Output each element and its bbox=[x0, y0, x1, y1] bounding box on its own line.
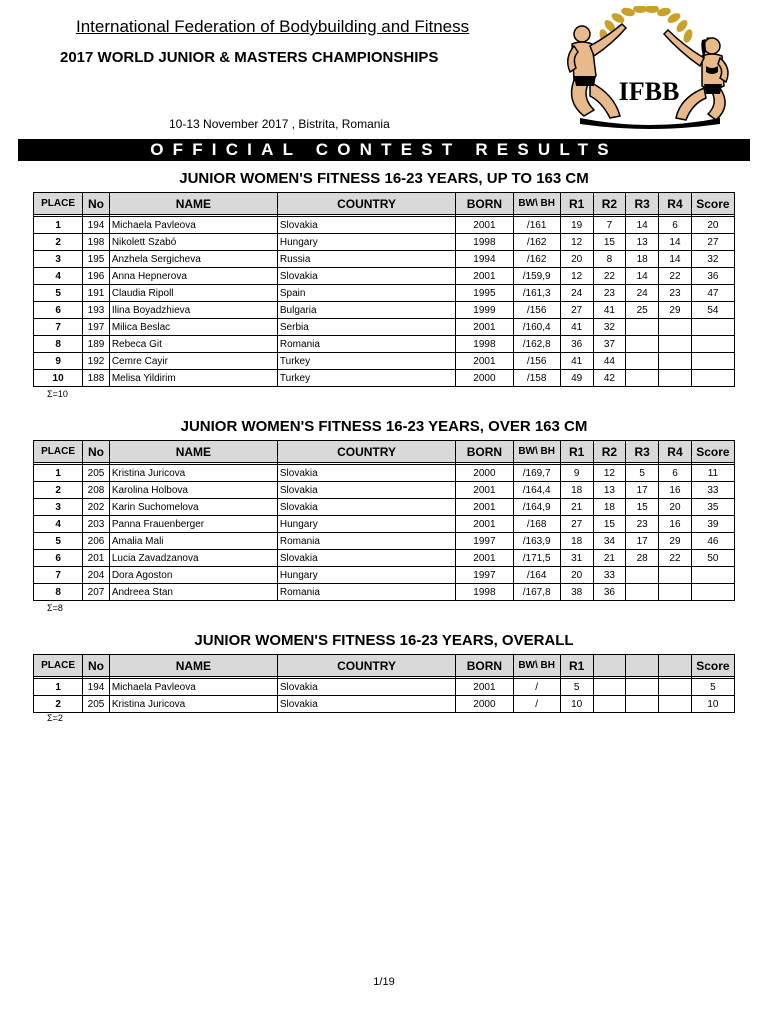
cell-r2: 8 bbox=[593, 251, 626, 268]
cell-place: 8 bbox=[34, 584, 83, 601]
cell-score: 35 bbox=[691, 499, 734, 516]
cell-r1: 20 bbox=[560, 251, 593, 268]
cell-r1: 27 bbox=[560, 516, 593, 533]
cell-country: Slovakia bbox=[277, 482, 455, 499]
cell-country: Bulgaria bbox=[277, 302, 455, 319]
column-header-no: No bbox=[83, 655, 110, 677]
cell-place: 6 bbox=[34, 302, 83, 319]
cell-no: 191 bbox=[83, 285, 110, 302]
cell-r1: 24 bbox=[560, 285, 593, 302]
cell-born: 2000 bbox=[456, 465, 513, 482]
cell-r3: 24 bbox=[626, 285, 659, 302]
cell-born: 2000 bbox=[456, 370, 513, 387]
column-header-born: BORN bbox=[456, 441, 513, 463]
cell-place: 7 bbox=[34, 567, 83, 584]
cell-place: 9 bbox=[34, 353, 83, 370]
cell-born: 2000 bbox=[456, 696, 513, 713]
championship-title: 2017 WORLD JUNIOR & MASTERS CHAMPIONSHIPS bbox=[60, 49, 439, 66]
results-table-overall bbox=[33, 654, 735, 713]
cell-r1: 18 bbox=[560, 533, 593, 550]
table-row bbox=[34, 465, 735, 482]
cell-no: 193 bbox=[83, 302, 110, 319]
cell-score: 10 bbox=[691, 696, 734, 713]
column-header-name: NAME bbox=[109, 193, 277, 215]
cell-r3: 17 bbox=[626, 482, 659, 499]
cell-score: 32 bbox=[691, 251, 734, 268]
cell-place: 4 bbox=[34, 516, 83, 533]
table-row bbox=[34, 353, 735, 370]
cell-r3: 18 bbox=[626, 251, 659, 268]
cell-no: 205 bbox=[83, 465, 110, 482]
cell-r2: 13 bbox=[593, 482, 626, 499]
cell-r4: 29 bbox=[659, 533, 692, 550]
cell-bwbh: /159,9 bbox=[513, 268, 560, 285]
cell-r4: 6 bbox=[659, 465, 692, 482]
cell-r4 bbox=[659, 567, 692, 584]
table-row bbox=[34, 696, 735, 713]
cell-r4 bbox=[659, 319, 692, 336]
cell-country: Spain bbox=[277, 285, 455, 302]
table-row bbox=[34, 370, 735, 387]
cell-r4: 23 bbox=[659, 285, 692, 302]
cell-born: 1999 bbox=[456, 302, 513, 319]
table-row bbox=[34, 482, 735, 499]
cell-place: 3 bbox=[34, 499, 83, 516]
cell-no: 198 bbox=[83, 234, 110, 251]
cell-bwbh: /164,4 bbox=[513, 482, 560, 499]
cell-born: 1995 bbox=[456, 285, 513, 302]
cell-r3: 25 bbox=[626, 302, 659, 319]
cell-r1: 49 bbox=[560, 370, 593, 387]
cell-r3 bbox=[626, 353, 659, 370]
cell-r4: 14 bbox=[659, 251, 692, 268]
cell-bwbh: /163,9 bbox=[513, 533, 560, 550]
cell-country: Slovakia bbox=[277, 268, 455, 285]
table-row bbox=[34, 567, 735, 584]
column-header-no: No bbox=[83, 193, 110, 215]
cell-no: 203 bbox=[83, 516, 110, 533]
cell-place: 2 bbox=[34, 234, 83, 251]
cell-place: 1 bbox=[34, 679, 83, 696]
cell-r1: 19 bbox=[560, 217, 593, 234]
cell-score bbox=[691, 567, 734, 584]
cell-no: 197 bbox=[83, 319, 110, 336]
cell-score: 39 bbox=[691, 516, 734, 533]
cell-country: Romania bbox=[277, 533, 455, 550]
cell-born: 1997 bbox=[456, 567, 513, 584]
column-header-no: No bbox=[83, 441, 110, 463]
cell-name: Melisa Yildirim bbox=[109, 370, 277, 387]
cell-no: 196 bbox=[83, 268, 110, 285]
cell-bwbh: /162,8 bbox=[513, 336, 560, 353]
cell-bwbh: /168 bbox=[513, 516, 560, 533]
table-row bbox=[34, 336, 735, 353]
table-row bbox=[34, 234, 735, 251]
cell-r4: 22 bbox=[659, 268, 692, 285]
column-header-place: PLACE bbox=[34, 441, 83, 463]
ifbb-logo-icon bbox=[560, 6, 740, 134]
cell-r4 bbox=[659, 679, 692, 696]
cell-r2: 42 bbox=[593, 370, 626, 387]
cell-bwbh: /160,4 bbox=[513, 319, 560, 336]
cell-country: Hungary bbox=[277, 516, 455, 533]
cell-bwbh: /162 bbox=[513, 251, 560, 268]
cell-born: 2001 bbox=[456, 679, 513, 696]
section-count: Σ=10 bbox=[47, 389, 68, 399]
cell-country: Turkey bbox=[277, 353, 455, 370]
cell-score bbox=[691, 370, 734, 387]
cell-born: 1998 bbox=[456, 336, 513, 353]
cell-country: Romania bbox=[277, 336, 455, 353]
cell-bwbh: /158 bbox=[513, 370, 560, 387]
column-header-country: COUNTRY bbox=[277, 441, 455, 463]
cell-r3: 14 bbox=[626, 268, 659, 285]
cell-no: 204 bbox=[83, 567, 110, 584]
federation-name: International Federation of Bodybuilding and Fitness bbox=[76, 17, 470, 36]
table-row bbox=[34, 516, 735, 533]
cell-r4: 16 bbox=[659, 482, 692, 499]
cell-born: 1997 bbox=[456, 533, 513, 550]
cell-r3: 15 bbox=[626, 499, 659, 516]
cell-country: Russia bbox=[277, 251, 455, 268]
cell-country: Slovakia bbox=[277, 499, 455, 516]
column-header-place: PLACE bbox=[34, 655, 83, 677]
cell-name: Michaela Pavleova bbox=[109, 217, 277, 234]
cell-born: 2001 bbox=[456, 319, 513, 336]
cell-r1: 9 bbox=[560, 465, 593, 482]
cell-born: 1998 bbox=[456, 234, 513, 251]
column-header-country: COUNTRY bbox=[277, 193, 455, 215]
cell-country: Slovakia bbox=[277, 465, 455, 482]
cell-country: Turkey bbox=[277, 370, 455, 387]
column-header-r3 bbox=[626, 655, 659, 677]
column-header-r2 bbox=[593, 655, 626, 677]
table-row bbox=[34, 584, 735, 601]
column-header-score: Score bbox=[691, 655, 734, 677]
cell-place: 6 bbox=[34, 550, 83, 567]
cell-r4: 22 bbox=[659, 550, 692, 567]
cell-r2: 37 bbox=[593, 336, 626, 353]
cell-name: Milica Beslac bbox=[109, 319, 277, 336]
cell-r3: 13 bbox=[626, 234, 659, 251]
table-row bbox=[34, 319, 735, 336]
column-header-r4 bbox=[659, 655, 692, 677]
cell-r2: 21 bbox=[593, 550, 626, 567]
cell-no: 206 bbox=[83, 533, 110, 550]
cell-r3 bbox=[626, 584, 659, 601]
column-header-r1: R1 bbox=[560, 655, 593, 677]
cell-r3: 23 bbox=[626, 516, 659, 533]
column-header-name: NAME bbox=[109, 655, 277, 677]
cell-bwbh: /161,3 bbox=[513, 285, 560, 302]
cell-born: 2001 bbox=[456, 550, 513, 567]
cell-r4 bbox=[659, 353, 692, 370]
cell-r3: 14 bbox=[626, 217, 659, 234]
cell-r2: 41 bbox=[593, 302, 626, 319]
cell-country: Serbia bbox=[277, 319, 455, 336]
cell-r1: 5 bbox=[560, 679, 593, 696]
cell-bwbh: / bbox=[513, 679, 560, 696]
cell-r4: 14 bbox=[659, 234, 692, 251]
cell-r4: 20 bbox=[659, 499, 692, 516]
section-count: Σ=8 bbox=[47, 603, 63, 613]
cell-no: 201 bbox=[83, 550, 110, 567]
cell-country: Hungary bbox=[277, 234, 455, 251]
cell-name: Nikolett Szabó bbox=[109, 234, 277, 251]
cell-r2: 15 bbox=[593, 234, 626, 251]
cell-name: Kristina Juricova bbox=[109, 465, 277, 482]
cell-place: 1 bbox=[34, 217, 83, 234]
cell-born: 1998 bbox=[456, 584, 513, 601]
column-header-score: Score bbox=[691, 441, 734, 463]
cell-bwbh: /164,9 bbox=[513, 499, 560, 516]
cell-r2: 36 bbox=[593, 584, 626, 601]
logo-text: IFBB bbox=[618, 77, 680, 106]
cell-country: Romania bbox=[277, 584, 455, 601]
cell-r2: 7 bbox=[593, 217, 626, 234]
official-results-banner: OFFICIAL CONTEST RESULTS bbox=[18, 139, 750, 161]
cell-place: 3 bbox=[34, 251, 83, 268]
cell-r1: 31 bbox=[560, 550, 593, 567]
cell-r1: 12 bbox=[560, 234, 593, 251]
cell-r2: 18 bbox=[593, 499, 626, 516]
cell-r4: 6 bbox=[659, 217, 692, 234]
cell-born: 1994 bbox=[456, 251, 513, 268]
cell-place: 1 bbox=[34, 465, 83, 482]
cell-r1: 41 bbox=[560, 319, 593, 336]
cell-r3: 5 bbox=[626, 465, 659, 482]
cell-name: Michaela Pavleova bbox=[109, 679, 277, 696]
cell-r1: 27 bbox=[560, 302, 593, 319]
column-header-r1: R1 bbox=[560, 193, 593, 215]
column-header-r2: R2 bbox=[593, 441, 626, 463]
cell-name: Cemre Cayir bbox=[109, 353, 277, 370]
cell-place: 5 bbox=[34, 285, 83, 302]
cell-r1: 10 bbox=[560, 696, 593, 713]
cell-r1: 38 bbox=[560, 584, 593, 601]
cell-score: 47 bbox=[691, 285, 734, 302]
section-title-overall: JUNIOR WOMEN'S FITNESS 16-23 YEARS, OVERALL bbox=[194, 632, 574, 649]
cell-r3 bbox=[626, 679, 659, 696]
cell-born: 2001 bbox=[456, 217, 513, 234]
cell-name: Claudia Ripoll bbox=[109, 285, 277, 302]
table-row bbox=[34, 285, 735, 302]
cell-r4: 29 bbox=[659, 302, 692, 319]
cell-score: 36 bbox=[691, 268, 734, 285]
column-header-born: BORN bbox=[456, 655, 513, 677]
cell-no: 192 bbox=[83, 353, 110, 370]
cell-r2 bbox=[593, 679, 626, 696]
cell-bwbh: /167,8 bbox=[513, 584, 560, 601]
cell-country: Slovakia bbox=[277, 550, 455, 567]
cell-score bbox=[691, 319, 734, 336]
cell-no: 195 bbox=[83, 251, 110, 268]
table-row bbox=[34, 499, 735, 516]
cell-r1: 21 bbox=[560, 499, 593, 516]
cell-place: 7 bbox=[34, 319, 83, 336]
cell-r2: 23 bbox=[593, 285, 626, 302]
cell-born: 2001 bbox=[456, 482, 513, 499]
column-header-r4: R4 bbox=[659, 441, 692, 463]
cell-born: 2001 bbox=[456, 268, 513, 285]
cell-born: 2001 bbox=[456, 353, 513, 370]
cell-bwbh: /156 bbox=[513, 302, 560, 319]
cell-no: 194 bbox=[83, 679, 110, 696]
cell-place: 10 bbox=[34, 370, 83, 387]
cell-no: 207 bbox=[83, 584, 110, 601]
cell-place: 2 bbox=[34, 696, 83, 713]
header-row bbox=[34, 655, 735, 677]
section-title-over-163: JUNIOR WOMEN'S FITNESS 16-23 YEARS, OVER 163 CM bbox=[180, 418, 588, 435]
column-header-country: COUNTRY bbox=[277, 655, 455, 677]
cell-score bbox=[691, 584, 734, 601]
cell-score: 27 bbox=[691, 234, 734, 251]
cell-no: 189 bbox=[83, 336, 110, 353]
results-table-over-163 bbox=[33, 440, 735, 601]
column-header-bwbh: BW\ BH bbox=[513, 441, 560, 463]
cell-no: 202 bbox=[83, 499, 110, 516]
cell-bwbh: / bbox=[513, 696, 560, 713]
column-header-place: PLACE bbox=[34, 193, 83, 215]
table-row bbox=[34, 679, 735, 696]
cell-score: 54 bbox=[691, 302, 734, 319]
cell-bwbh: /161 bbox=[513, 217, 560, 234]
cell-r2: 22 bbox=[593, 268, 626, 285]
page-number: 1/19 bbox=[373, 976, 395, 988]
column-header-bwbh: BW\ BH bbox=[513, 655, 560, 677]
table-row bbox=[34, 217, 735, 234]
cell-no: 194 bbox=[83, 217, 110, 234]
cell-no: 208 bbox=[83, 482, 110, 499]
cell-r3: 17 bbox=[626, 533, 659, 550]
cell-r3 bbox=[626, 696, 659, 713]
table-row bbox=[34, 302, 735, 319]
cell-bwbh: /164 bbox=[513, 567, 560, 584]
cell-place: 5 bbox=[34, 533, 83, 550]
event-dates: 10-13 November 2017 , Bistrita, Romania bbox=[169, 117, 390, 131]
cell-score: 46 bbox=[691, 533, 734, 550]
cell-r3 bbox=[626, 319, 659, 336]
cell-name: Ilina Boyadzhieva bbox=[109, 302, 277, 319]
cell-name: Panna Frauenberger bbox=[109, 516, 277, 533]
results-table-up-to-163 bbox=[33, 192, 735, 387]
cell-name: Dora Agoston bbox=[109, 567, 277, 584]
cell-name: Kristina Juricova bbox=[109, 696, 277, 713]
header-row bbox=[34, 193, 735, 215]
cell-bwbh: /162 bbox=[513, 234, 560, 251]
cell-r3 bbox=[626, 567, 659, 584]
column-header-r1: R1 bbox=[560, 441, 593, 463]
column-header-r2: R2 bbox=[593, 193, 626, 215]
cell-r1: 41 bbox=[560, 353, 593, 370]
cell-score bbox=[691, 353, 734, 370]
cell-r2: 32 bbox=[593, 319, 626, 336]
table-row bbox=[34, 268, 735, 285]
section-title-up-to-163: JUNIOR WOMEN'S FITNESS 16-23 YEARS, UP TO 163 CM bbox=[179, 170, 589, 187]
table-row bbox=[34, 533, 735, 550]
table-row bbox=[34, 251, 735, 268]
cell-country: Slovakia bbox=[277, 696, 455, 713]
cell-r1: 18 bbox=[560, 482, 593, 499]
column-header-born: BORN bbox=[456, 193, 513, 215]
cell-bwbh: /156 bbox=[513, 353, 560, 370]
cell-r1: 36 bbox=[560, 336, 593, 353]
cell-score: 50 bbox=[691, 550, 734, 567]
cell-no: 205 bbox=[83, 696, 110, 713]
cell-r2: 12 bbox=[593, 465, 626, 482]
cell-r2: 33 bbox=[593, 567, 626, 584]
cell-name: Andreea Stan bbox=[109, 584, 277, 601]
cell-place: 2 bbox=[34, 482, 83, 499]
cell-r3 bbox=[626, 370, 659, 387]
cell-r4 bbox=[659, 370, 692, 387]
cell-country: Hungary bbox=[277, 567, 455, 584]
cell-name: Rebeca Git bbox=[109, 336, 277, 353]
cell-born: 2001 bbox=[456, 499, 513, 516]
cell-r4 bbox=[659, 584, 692, 601]
cell-country: Slovakia bbox=[277, 679, 455, 696]
header-row bbox=[34, 441, 735, 463]
cell-score: 11 bbox=[691, 465, 734, 482]
cell-place: 8 bbox=[34, 336, 83, 353]
cell-name: Lucia Zavadzanova bbox=[109, 550, 277, 567]
cell-r3 bbox=[626, 336, 659, 353]
column-header-bwbh: BW\ BH bbox=[513, 193, 560, 215]
cell-born: 2001 bbox=[456, 516, 513, 533]
cell-r2 bbox=[593, 696, 626, 713]
cell-score: 20 bbox=[691, 217, 734, 234]
cell-r2: 44 bbox=[593, 353, 626, 370]
cell-name: Karin Suchomelova bbox=[109, 499, 277, 516]
cell-r4 bbox=[659, 696, 692, 713]
cell-r4 bbox=[659, 336, 692, 353]
cell-r2: 34 bbox=[593, 533, 626, 550]
cell-bwbh: /171,5 bbox=[513, 550, 560, 567]
cell-country: Slovakia bbox=[277, 217, 455, 234]
cell-name: Karolina Holbova bbox=[109, 482, 277, 499]
cell-r3: 28 bbox=[626, 550, 659, 567]
cell-score: 5 bbox=[691, 679, 734, 696]
cell-no: 188 bbox=[83, 370, 110, 387]
cell-score: 33 bbox=[691, 482, 734, 499]
table-row bbox=[34, 550, 735, 567]
cell-bwbh: /169,7 bbox=[513, 465, 560, 482]
cell-place: 4 bbox=[34, 268, 83, 285]
cell-r1: 12 bbox=[560, 268, 593, 285]
column-header-r4: R4 bbox=[659, 193, 692, 215]
column-header-r3: R3 bbox=[626, 441, 659, 463]
cell-r1: 20 bbox=[560, 567, 593, 584]
section-count: Σ=2 bbox=[47, 713, 63, 723]
column-header-name: NAME bbox=[109, 441, 277, 463]
cell-score bbox=[691, 336, 734, 353]
cell-name: Anzhela Sergicheva bbox=[109, 251, 277, 268]
column-header-r3: R3 bbox=[626, 193, 659, 215]
cell-name: Anna Hepnerova bbox=[109, 268, 277, 285]
cell-name: Amalia Mali bbox=[109, 533, 277, 550]
column-header-score: Score bbox=[691, 193, 734, 215]
cell-r4: 16 bbox=[659, 516, 692, 533]
cell-r2: 15 bbox=[593, 516, 626, 533]
